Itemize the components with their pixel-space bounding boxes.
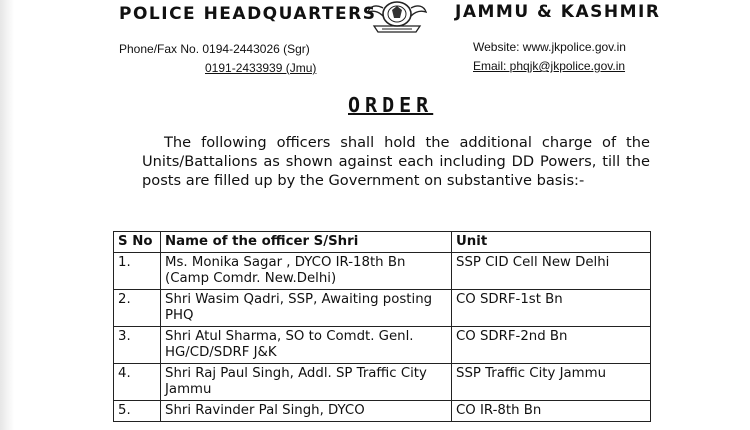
row-unit: CO IR-8th Bn (452, 401, 651, 422)
table-header-row (114, 232, 651, 253)
phone-number: Phone/Fax No. 0194-2443026 (Sgr) (119, 42, 310, 56)
jk-police-emblem-icon (352, 0, 442, 36)
order-title: ORDER (348, 93, 434, 117)
row-sno: 2. (114, 290, 161, 327)
header-officer-name: Name of the officer S/Shri (161, 232, 452, 253)
phone-number-alt: 0191-2433939 (Jmu) (205, 61, 317, 75)
page-edge-shadow (0, 0, 14, 430)
row-unit: SSP CID Cell New Delhi (452, 253, 651, 290)
order-paragraph-rest: of the Units/Battalions as shown against each including DD Powers, till the posts are filled up by the Government on substantive basis:- (142, 134, 650, 189)
letterhead-right-title: JAMMU & KASHMIR (455, 2, 661, 22)
row-sno: 3. (114, 327, 161, 364)
email-link[interactable]: Email: phqjk@jkpolice.gov.in (473, 59, 626, 73)
row-sno: 1. (114, 253, 161, 290)
row-sno: 4. (114, 364, 161, 401)
table-row (114, 401, 651, 422)
row-unit: SSP Traffic City Jammu (452, 364, 651, 401)
website-link[interactable]: Website: www.jkpolice.gov.in (473, 40, 626, 54)
table-row (114, 253, 651, 290)
contact-phone-block (119, 40, 316, 78)
order-paragraph-first-line: The following officers shall hold the additional charge (164, 134, 593, 151)
row-officer-name: Ms. Monika Sagar , DYCO IR-18th Bn (Camp Comdr. New.Delhi) (161, 253, 452, 290)
order-paragraph (142, 133, 650, 190)
row-officer-name: Shri Wasim Qadri, SSP, Awaiting posting PHQ (161, 290, 452, 327)
table-row (114, 290, 651, 327)
table-row (114, 364, 651, 401)
table-row (114, 327, 651, 364)
row-officer-name: Shri Ravinder Pal Singh, DYCO (161, 401, 452, 422)
row-sno: 5. (114, 401, 161, 422)
officers-table (113, 231, 651, 422)
row-officer-name: Shri Atul Sharma, SO to Comdt. Genl. HG/CD/SDRF J&K (161, 327, 452, 364)
header-sno: S No (114, 232, 161, 253)
header-unit: Unit (452, 232, 651, 253)
row-unit: CO SDRF-2nd Bn (452, 327, 651, 364)
contact-web-block (473, 38, 626, 76)
row-officer-name: Shri Raj Paul Singh, Addl. SP Traffic City Jammu (161, 364, 452, 401)
row-unit: CO SDRF-1st Bn (452, 290, 651, 327)
letterhead-left-title: POLICE HEADQUARTERS (119, 4, 377, 24)
